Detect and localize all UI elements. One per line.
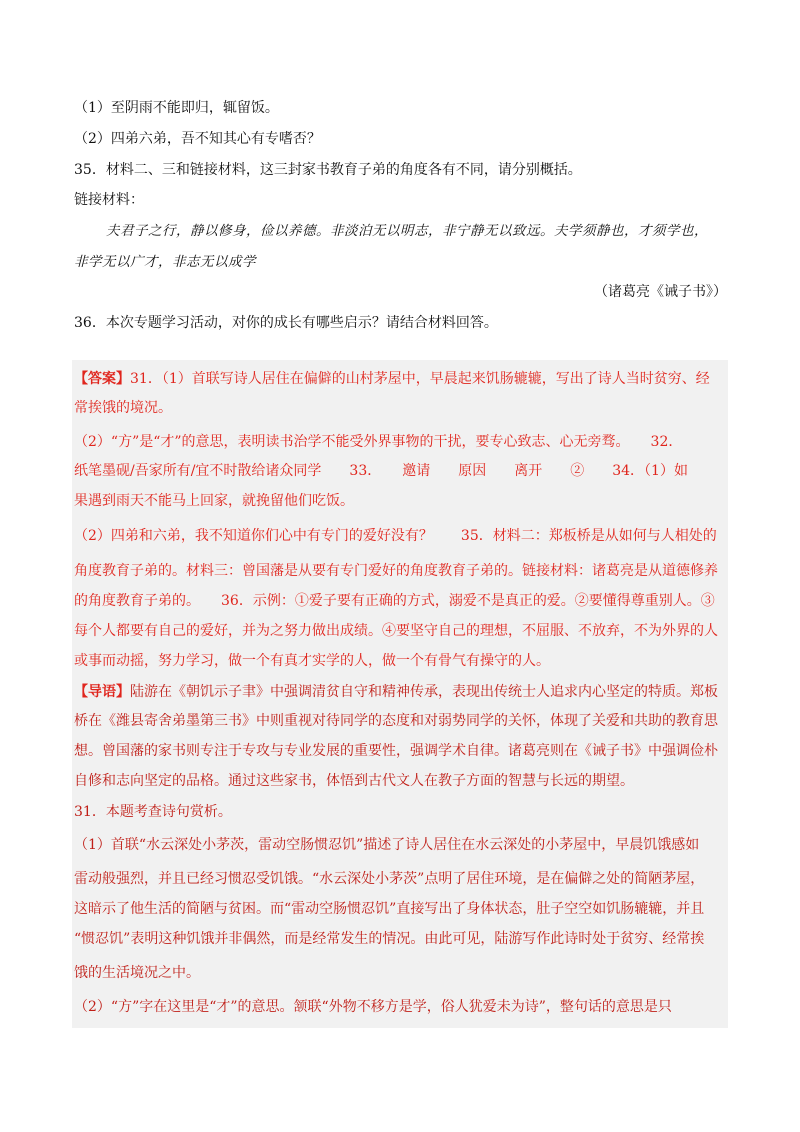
quote-source: （诸葛亮《诫子书》） [594, 284, 727, 300]
answer-line: 角度教育子弟的。材料三：曾国藩是从要有专门爱好的角度教育子弟的。链接材料：诸葛亮是从道德修养 [74, 563, 718, 579]
question-35: 35．材料二、三和链接材料，这三封家书教育子弟的角度各有不同，请分别概括。 [74, 162, 582, 178]
link-material-label: 链接材料： [74, 192, 144, 208]
analysis-line: 饿的生活境况之中。 [74, 965, 200, 981]
analysis-line: （2）“方”字在这里是“才”的意思。颔联“外物不移方是学，俗人犹爱未为诗”，整句话的意思是只 [74, 999, 672, 1015]
answer-line: 【答案】31．（1）首联写诗人居住在偏僻的山村茅屋中，早晨起来饥肠辘辘，写出了诗人当时贫穷、经 [74, 371, 710, 387]
answer-line: （2）四弟和六弟，我不知道你们心中有专门的爱好没有？ 35．材料二：郑板桥是从如何与人相处的 [74, 528, 717, 544]
answer-line: 的角度教育子弟的。 36．示例：①爱子要有正确的方式，溺爱不是真正的爱。②要懂得尊重别人。③ [74, 593, 715, 609]
guide-tag: 【导语】 [74, 684, 130, 700]
analysis-line: （1）首联“水云深处小茅茨，雷动空肠惯忍饥”描述了诗人居住在水云深处的小茅屋中，早晨饥饿感如 [74, 837, 700, 853]
analysis-line: 这暗示了他生活的简陋与贫困。而“雷动空肠惯忍饥”直接写出了身体状态，肚子空空如饥肠辘辘，并且 [74, 901, 705, 917]
answer-line: 每个人都要有自己的爱好，并为之努力做出成绩。④要坚守自己的理想，不屈服、不放弃，不为外界的人 [74, 623, 718, 639]
analysis-line: 雷动般强烈，并且已经习惯忍受饥饿。“水云深处小茅茨”点明了居住环境，是在偏僻之处的简陋茅屋， [74, 871, 705, 887]
answer-line: 常挨饿的境况。 [74, 400, 172, 416]
answer-line: 果遇到雨天不能马上回家，就挽留他们吃饭。 [74, 493, 354, 509]
answer-tag: 【答案】 [74, 371, 130, 387]
answer-line: 或事而动摇，努力学习，做一个有真才实学的人，做一个有骨气有操守的人。 [74, 653, 550, 669]
analysis-line: “惯忍饥”表明这种饥饿并非偶然，而是经常发生的情况。由此可见，陆游写作此诗时处于贫穷、经常挨 [74, 931, 705, 947]
analysis-line: 31．本题考查诗句赏析。 [74, 804, 232, 820]
question-34-item-1: （1）至阴雨不能即归，辄留饭。 [74, 100, 279, 116]
question-36: 36．本次专题学习活动，对你的成长有哪些启示？请结合材料回答。 [74, 315, 498, 331]
guide-line: 自修和志向坚定的品格。通过这些家书，体悟到古代文人在教子方面的智慧与长远的期望。 [74, 773, 634, 789]
answer-line: （2）“方”是“才”的意思，表明读书治学不能受外界事物的干扰，要专心致志、心无旁骛。 32． [74, 434, 683, 450]
quote-line-1: 夫君子之行，静以修身，俭以养德。非淡泊无以明志，非宁静无以致远。夫学须静也，才须学也， [106, 223, 708, 239]
question-34-item-2: （2）四弟六弟，吾不知其心有专嗜否？ [74, 131, 321, 147]
guide-line: 【导语】陆游在《朝饥示子聿》中强调清贫自守和精神传承，表现出传统士人追求内心坚定的特质。郑板 [74, 684, 718, 700]
guide-line: 想。曾国藩的家书则专注于专攻与专业发展的重要性，强调学术自律。诸葛亮则在《诫子书》中强调俭朴 [74, 743, 718, 759]
guide-line: 桥在《潍县寄舍弟墨第三书》中则重视对待同学的态度和对弱势同学的关怀，体现了关爱和共助的教育思 [74, 713, 718, 729]
answer-line: 纸笔墨砚/吾家所有/宜不时散给诸众同学 33． 邀请 原因 离开 ② 34．（1）如 [74, 463, 688, 479]
quote-line-2: 非学无以广才，非志无以成学 [74, 254, 256, 270]
